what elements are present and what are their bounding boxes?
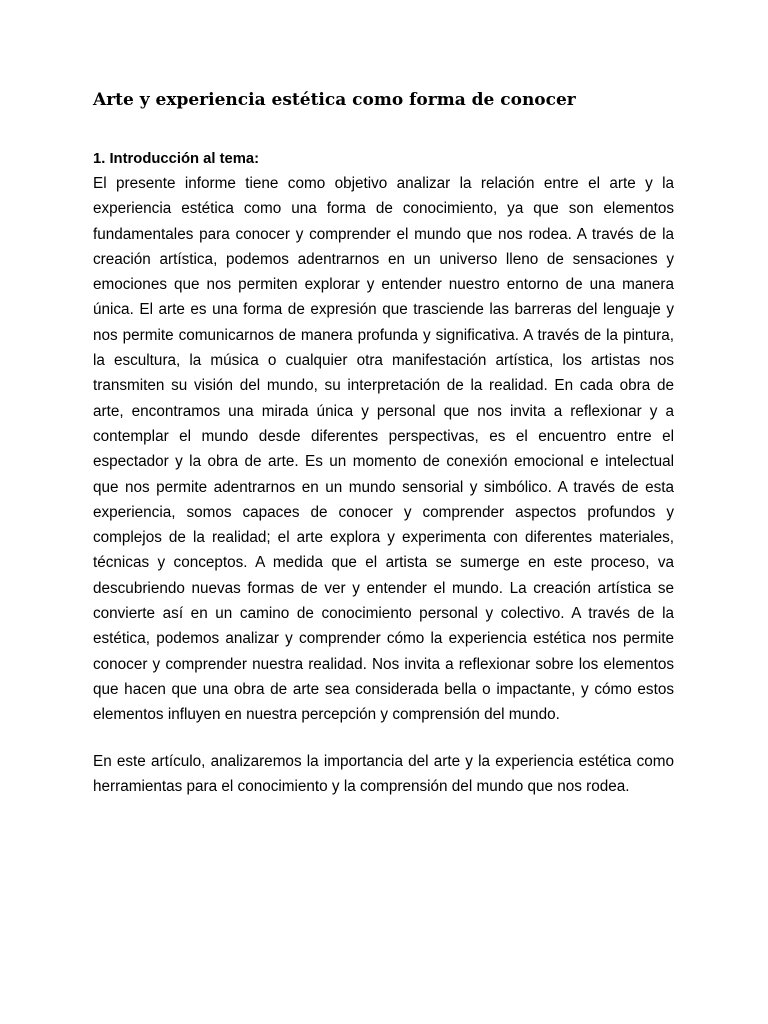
body-paragraph-2: En este artículo, analizaremos la importancia del arte y la experiencia estética como herramientas para el conocimiento y la comprensión del mundo que nos rodea. xyxy=(93,753,674,796)
body-paragraph-1: El presente informe tiene como objetivo analizar la relación entre el arte y la experiencia estética como una forma de conocimiento, ya que son elementos fundamentales para conocer y comprender el mundo que nos rodea. A través de la creación artística, podemos adentrarnos en un universo lleno de sensaciones y emociones que nos permiten explorar y entender nuestro entorno de una manera única. El arte es una forma de expresión que trasciende las barreras del lenguaje y nos permite comunicarnos de manera profunda y significativa. A través de la pintura, la escultura, la música o cualquier otra manifestación artística, los artistas nos transmiten su visión del mundo, su interpretación de la realidad. En cada obra de arte, encontramos una mirada única y personal que nos invita a reflexionar y a contemplar el mundo desde diferentes perspectivas, es el encuentro entre el espectador y la obra de arte. Es un momento de conexión emocional e intelectual que nos permite adentrarnos en un mundo sensorial y simbólico. A través de esta experiencia, somos capaces de conocer y comprender aspectos profundos y complejos de la realidad; el arte explora y experimenta con diferentes materiales, técnicas y conceptos. A medida que el artista se sumerge en este proceso, va descubriendo nuevas formas de ver y entender el mundo. La creación artística se convierte así en un camino de conocimiento personal y colectivo. A través de la estética, podemos analizar y comprender cómo la experiencia estética nos permite conocer y comprender nuestra realidad. Nos invita a reflexionar sobre los elementos que hacen que una obra de arte sea considerada bella o impactante, y cómo estos elementos influyen en nuestra percepción y comprensión del mundo. xyxy=(93,175,674,724)
section-heading: 1. Introducción al tema: xyxy=(93,151,260,167)
document-title: Arte y experiencia estética como forma de conocer xyxy=(93,90,576,110)
